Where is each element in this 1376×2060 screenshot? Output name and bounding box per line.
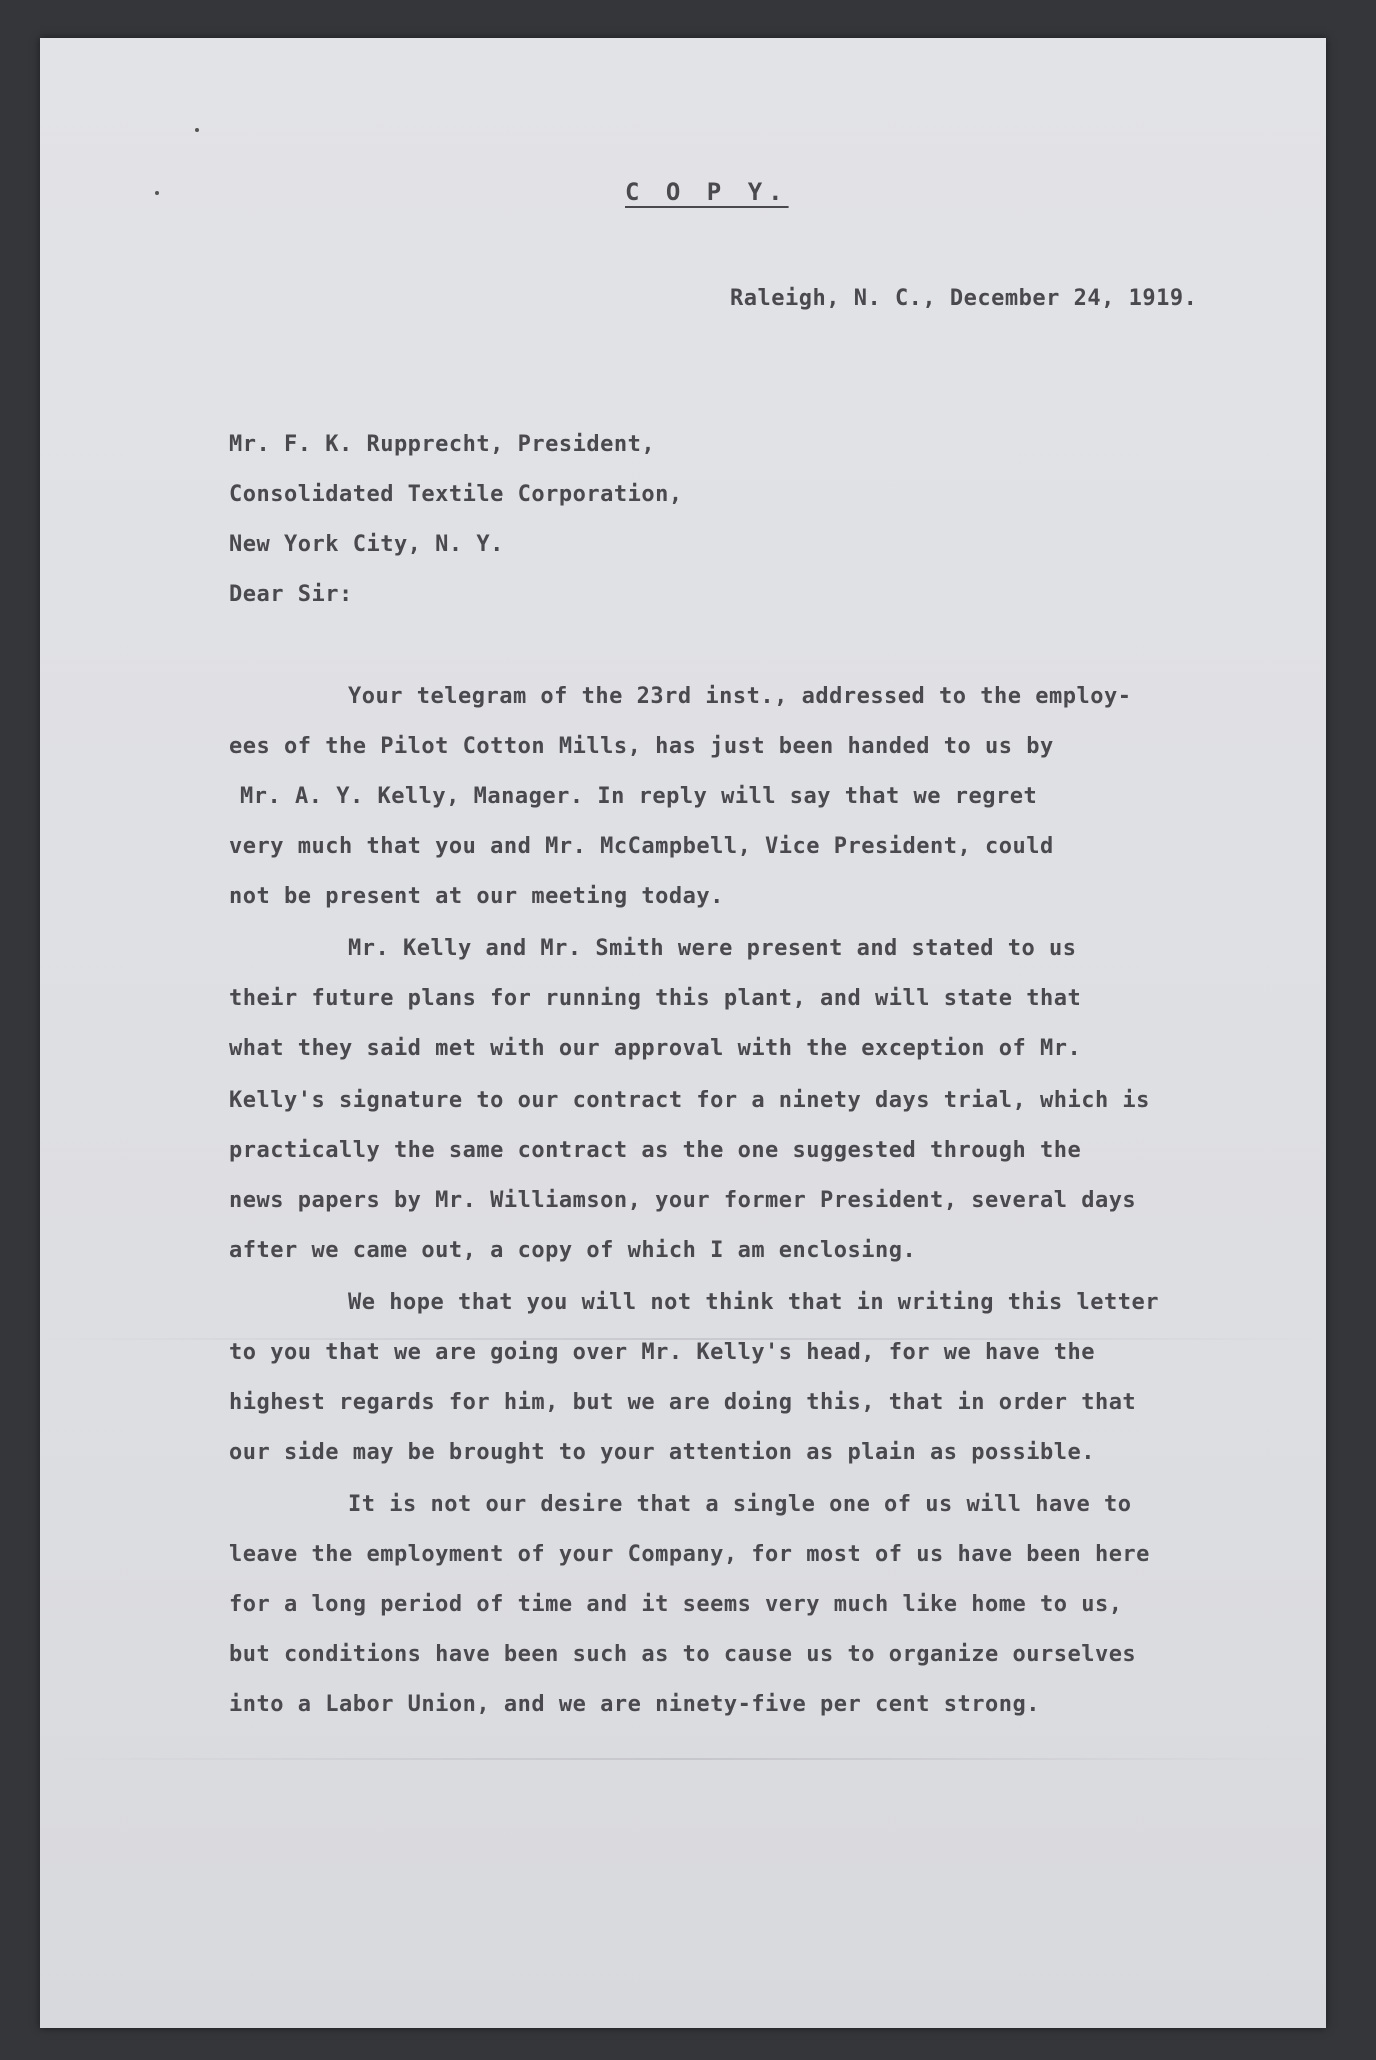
body-line: but conditions have been such as to cause us to organize ourselves <box>229 1642 1137 1667</box>
paper-fold <box>40 1758 1326 1760</box>
body-line: practically the same contract as the one suggested through the <box>229 1138 1082 1163</box>
body-line: after we came out, a copy of which I am enclosing. <box>229 1238 917 1263</box>
body-line: ees of the Pilot Cotton Mills, has just been handed to us by <box>229 734 1054 759</box>
body-line: Mr. Kelly and Mr. Smith were present and stated to us <box>348 936 1077 961</box>
recipient-company: Consolidated Textile Corporation, <box>229 482 683 507</box>
body-line: highest regards for him, but we are doing this, that in order that <box>229 1390 1137 1415</box>
recipient-city: New York City, N. Y. <box>229 532 504 557</box>
recipient-name: Mr. F. K. Rupprecht, President, <box>229 432 656 457</box>
ink-speck <box>195 128 199 132</box>
body-line: It is not our desire that a single one of us will have to <box>348 1492 1132 1517</box>
body-line: We hope that you will not think that in writing this letter <box>348 1290 1159 1315</box>
body-line: not be present at our meeting today. <box>229 884 724 909</box>
body-line: to you that we are going over Mr. Kelly's head, for we have the <box>229 1340 1095 1365</box>
letter-page <box>40 38 1326 2028</box>
body-line: Mr. A. Y. Kelly, Manager. In reply will say that we regret <box>240 784 1038 809</box>
document-title: C O P Y. <box>625 178 789 206</box>
salutation: Dear Sir: <box>229 582 353 607</box>
body-line: leave the employment of your Company, for most of us have been here <box>229 1542 1150 1567</box>
body-line: Your telegram of the 23rd inst., addressed to the employ- <box>348 684 1132 709</box>
body-line: very much that you and Mr. McCampbell, Vice President, could <box>229 834 1054 859</box>
body-line: Kelly's signature to our contract for a ninety days trial, which is <box>229 1088 1150 1113</box>
body-line: news papers by Mr. Williamson, your former President, several days <box>229 1188 1137 1213</box>
body-line: our side may be brought to your attention as plain as possible. <box>229 1440 1095 1465</box>
body-line: what they said met with our approval with the exception of Mr. <box>229 1036 1082 1061</box>
dateline: Raleigh, N. C., December 24, 1919. <box>730 286 1198 311</box>
body-line: for a long period of time and it seems very much like home to us, <box>229 1592 1123 1617</box>
ink-speck <box>155 191 159 195</box>
body-line: their future plans for running this plant, and will state that <box>229 986 1082 1011</box>
body-line: into a Labor Union, and we are ninety-five per cent strong. <box>229 1692 1040 1717</box>
